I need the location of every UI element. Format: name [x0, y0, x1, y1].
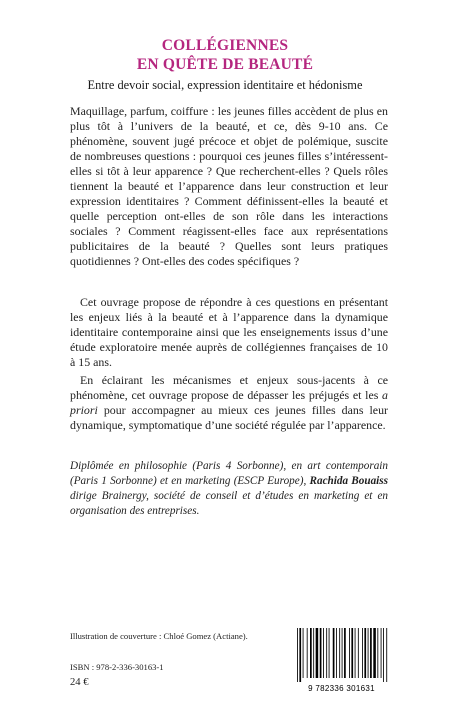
barcode-bar — [297, 628, 298, 682]
barcode-bar — [307, 628, 308, 678]
author-bio-credentials: Diplômée en philosophie (Paris 4 Sorbonne), en art contemporain (Paris 1 Sorbonne) et en marketing (ESCP Europe), — [70, 460, 388, 487]
title-line-1: COLLÉGIENNES — [161, 37, 289, 54]
barcode-bar — [368, 628, 369, 678]
book-subtitle: Entre devoir social, expression identitaire et hédonisme — [87, 78, 363, 92]
barcode-bar — [355, 628, 356, 678]
barcode-bar — [358, 628, 359, 678]
isbn-number: ISBN : 978-2-336-30163-1 — [70, 662, 164, 672]
summary-paragraph-1: Maquillage, parfum, coiffure : les jeunes filles accèdent de plus en plus tôt à l’univers de la beauté, et ce, dès 9-10 ans. Ce phénomène, souvent jugé précoce et objet de polémique, suscite de nombreuses questions : pourquoi ces jeunes filles s’intéressent-elles si tôt à leur apparence ? Que recherchent-elles ? Quels rôles tiennent la beauté et l’apparence dans leur construction et leur expression identitaires ? Comment définissent-elles la beauté et quelle perception ont-elles de son rôle dans les interactions sociales ? Comment réagissent-elles face aux représentations publicitaires de la beauté ? Quelles sont leurs pratiques quotidiennes ? Ont-elles des codes spécifiques ? — [70, 104, 388, 268]
barcode-bar — [299, 628, 301, 682]
price: 24 € — [70, 677, 89, 688]
barcode-bar — [329, 628, 330, 678]
barcode-bar — [370, 628, 372, 678]
author-bio — [70, 459, 388, 519]
paragraph-3-text-end: pour accompagner au mieux ces jeunes filles dans leur dynamique, symptomatique d’une société régulée par l’apparence. — [70, 403, 388, 432]
barcode-bar — [349, 628, 350, 678]
barcode-bar — [310, 628, 312, 678]
barcode-bar — [333, 628, 335, 678]
author-name: Rachida Bouaiss — [309, 475, 388, 487]
barcode-bar — [373, 628, 376, 678]
paragraph-3-italic-term: a priori — [70, 388, 388, 417]
barcode-bar — [339, 628, 340, 678]
barcode-bar — [351, 628, 353, 678]
barcode-bar — [362, 628, 363, 678]
barcode-bar — [364, 628, 366, 678]
barcode-bar — [344, 628, 346, 678]
barcode-bar — [383, 628, 384, 682]
summary-paragraph-3 — [70, 373, 388, 433]
barcode-bar — [323, 628, 324, 678]
barcode-bar — [326, 628, 327, 678]
barcode-bar — [377, 628, 378, 678]
title-line-2: EN QUÊTE DE BEAUTÉ — [136, 56, 314, 73]
barcode-bar — [316, 628, 319, 678]
barcode-bar — [303, 628, 304, 678]
book-title — [0, 36, 450, 74]
summary-paragraph-2: Cet ouvrage propose de répondre à ces questions en présentant les enjeux liés à la beauté et à l’apparence dans la dynamique identitaire contemporaine ainsi que les enseignements issus d’une étude exploratoire menée auprès de collégiennes françaises de 10 à 15 ans. — [70, 295, 388, 369]
barcode-digits: 9 782336 301631 — [308, 684, 375, 693]
barcode-bar — [381, 628, 382, 678]
barcode — [293, 626, 390, 696]
barcode-bar — [386, 628, 387, 682]
barcode-bars-icon — [293, 626, 390, 684]
barcode-bar — [342, 628, 343, 678]
cover-illustration-credit: Illustration de couverture : Chloé Gomez (Actiane). — [70, 631, 248, 641]
barcode-bar — [320, 628, 322, 678]
barcode-bar — [336, 628, 337, 678]
author-bio-role: dirige Brainergy, société de conseil et d’études en marketing et en organisation des entreprises. — [70, 490, 388, 517]
barcode-bar — [313, 628, 314, 678]
paragraph-3-text-start: En éclairant les mécanismes et enjeux sous-jacents à ce phénomène, cet ouvrage propose de dépasser les préjugés et les — [70, 373, 388, 402]
